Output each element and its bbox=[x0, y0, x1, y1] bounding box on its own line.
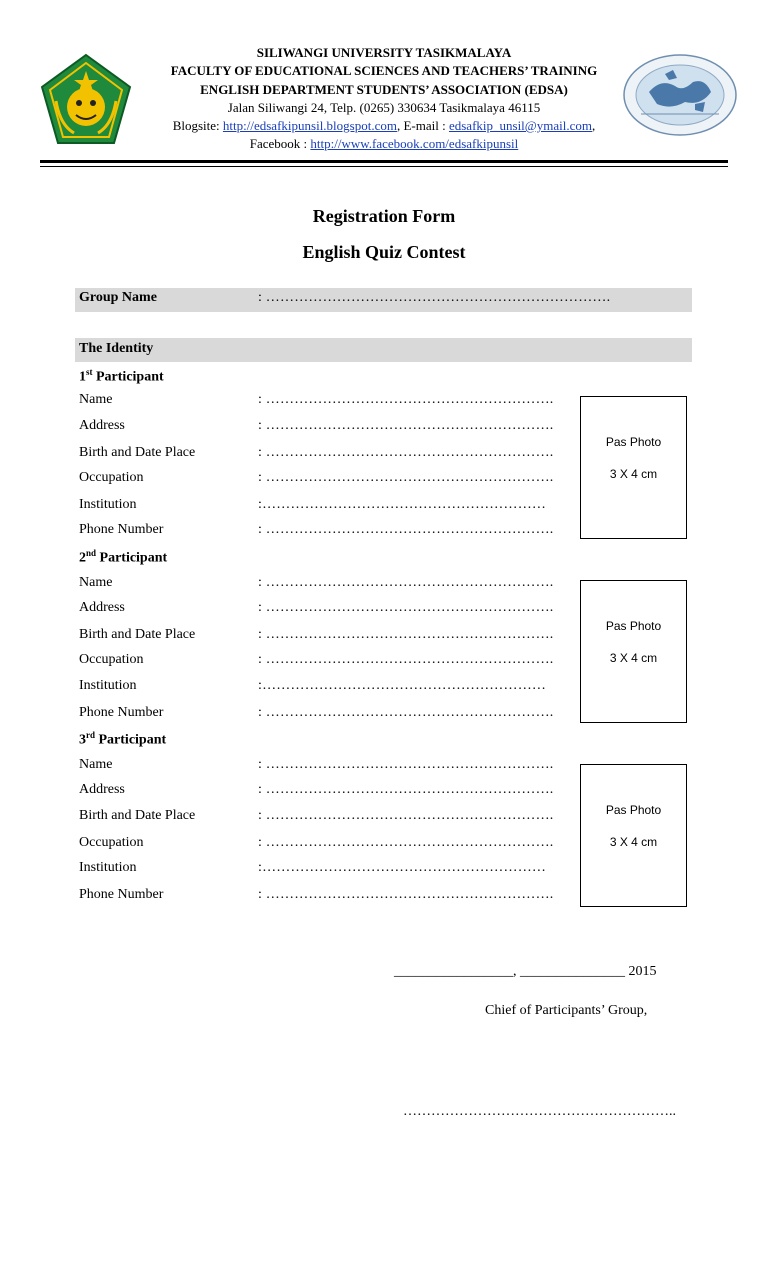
p2-photo-size: 3 X 4 cm bbox=[609, 651, 658, 665]
header-university: SILIWANGI UNIVERSITY TASIKMALAYA bbox=[256, 45, 512, 60]
signer-role: Chief of Participants’ Group, bbox=[485, 1003, 648, 1018]
participant-3-heading: 3rd Participant bbox=[79, 730, 167, 748]
p2-birth-field[interactable]: : ……………………………………………………. bbox=[258, 627, 554, 642]
p3-phone-label: Phone Number bbox=[79, 887, 164, 902]
blog-link[interactable]: http://edsafkipunsil.blogspot.com bbox=[222, 118, 397, 133]
p2-name-field[interactable]: : ……………………………………………………. bbox=[258, 575, 554, 590]
p1-name-label: Name bbox=[79, 392, 113, 407]
p1-birth-label: Birth and Date Place bbox=[79, 445, 196, 460]
p3-name-label: Name bbox=[79, 757, 113, 772]
p2-birth-label: Birth and Date Place bbox=[79, 627, 196, 642]
p3-photo-size: 3 X 4 cm bbox=[609, 835, 658, 849]
p2-institution-field[interactable]: :…………………………………………………… bbox=[258, 678, 547, 693]
facebook-link[interactable]: http://www.facebook.com/edsafkipunsil bbox=[310, 136, 519, 151]
p2-photo-box bbox=[580, 580, 687, 723]
p3-photo-box bbox=[580, 764, 687, 907]
p3-occupation-label: Occupation bbox=[79, 835, 144, 850]
p3-address-field[interactable]: : ……………………………………………………. bbox=[258, 782, 554, 797]
p1-address-field[interactable]: : ……………………………………………………. bbox=[258, 418, 554, 433]
p1-photo-label: Pas Photo bbox=[605, 435, 662, 449]
p2-address-field[interactable]: : ……………………………………………………. bbox=[258, 600, 554, 615]
header-contacts: Blogsite: http://edsafkipunsil.blogspot.com, E-mail : edsafkip_unsil@ymail.com, bbox=[172, 118, 596, 133]
p1-photo-box bbox=[580, 396, 687, 539]
email-label: , E-mail : bbox=[396, 118, 446, 133]
participant-2-heading: 2nd Participant bbox=[79, 548, 168, 566]
p3-occupation-field[interactable]: : ……………………………………………………. bbox=[258, 835, 554, 850]
p1-photo-size: 3 X 4 cm bbox=[609, 467, 658, 481]
header-rule-thin bbox=[40, 166, 728, 167]
participant-1-heading: 1st Participant bbox=[79, 367, 164, 385]
header-address: Jalan Siliwangi 24, Telp. (0265) 330634 Tasikmalaya 46115 bbox=[227, 100, 541, 115]
p3-photo-label: Pas Photo bbox=[605, 803, 662, 817]
date-line[interactable]: _________________, _______________ 2015 bbox=[394, 964, 657, 979]
header-rule-thick bbox=[40, 160, 728, 163]
p2-name-label: Name bbox=[79, 575, 113, 590]
p1-birth-field[interactable]: : ……………………………………………………. bbox=[258, 445, 554, 460]
p2-address-label: Address bbox=[79, 600, 125, 615]
email-link[interactable]: edsafkip_unsil@ymail.com bbox=[448, 118, 593, 133]
p3-phone-field[interactable]: : ……………………………………………………. bbox=[258, 887, 554, 902]
p3-birth-field[interactable]: : ……………………………………………………. bbox=[258, 808, 554, 823]
group-name-field[interactable]: : ………………………………………………………………. bbox=[258, 290, 611, 305]
p1-phone-field[interactable]: : ……………………………………………………. bbox=[258, 522, 554, 537]
p1-institution-field[interactable]: :…………………………………………………… bbox=[258, 497, 547, 512]
p3-institution-field[interactable]: :…………………………………………………… bbox=[258, 860, 547, 875]
p1-name-field[interactable]: : ……………………………………………………. bbox=[258, 392, 554, 407]
form-subtitle: English Quiz Contest bbox=[302, 242, 466, 262]
group-name-label: Group Name bbox=[79, 290, 157, 305]
form-title: Registration Form bbox=[312, 206, 456, 226]
p2-phone-field[interactable]: : ……………………………………………………. bbox=[258, 705, 554, 720]
p2-photo-label: Pas Photo bbox=[605, 619, 662, 633]
header-faculty: FACULTY OF EDUCATIONAL SCIENCES AND TEACHERS’ TRAINING bbox=[170, 63, 598, 78]
p1-institution-label: Institution bbox=[79, 497, 137, 512]
p2-occupation-field[interactable]: : ……………………………………………………. bbox=[258, 652, 554, 667]
p3-birth-label: Birth and Date Place bbox=[79, 808, 196, 823]
p2-phone-label: Phone Number bbox=[79, 705, 164, 720]
p3-institution-label: Institution bbox=[79, 860, 137, 875]
facebook-label: Facebook : bbox=[249, 136, 308, 151]
p3-address-label: Address bbox=[79, 782, 125, 797]
p1-phone-label: Phone Number bbox=[79, 522, 164, 537]
p1-address-label: Address bbox=[79, 418, 125, 433]
identity-heading: The Identity bbox=[79, 341, 154, 356]
p3-name-field[interactable]: : ……………………………………………………. bbox=[258, 757, 554, 772]
p2-occupation-label: Occupation bbox=[79, 652, 144, 667]
blog-label: Blogsite: bbox=[172, 118, 220, 133]
header-facebook bbox=[0, 135, 768, 153]
identity-band bbox=[75, 338, 692, 362]
p1-occupation-field[interactable]: : ……………………………………………………. bbox=[258, 470, 554, 485]
signer-name-line[interactable]: ………………………………………………….. bbox=[403, 1104, 676, 1119]
header-association: ENGLISH DEPARTMENT STUDENTS’ ASSOCIATION (EDSA) bbox=[200, 82, 568, 97]
p1-occupation-label: Occupation bbox=[79, 470, 144, 485]
p2-institution-label: Institution bbox=[79, 678, 137, 693]
